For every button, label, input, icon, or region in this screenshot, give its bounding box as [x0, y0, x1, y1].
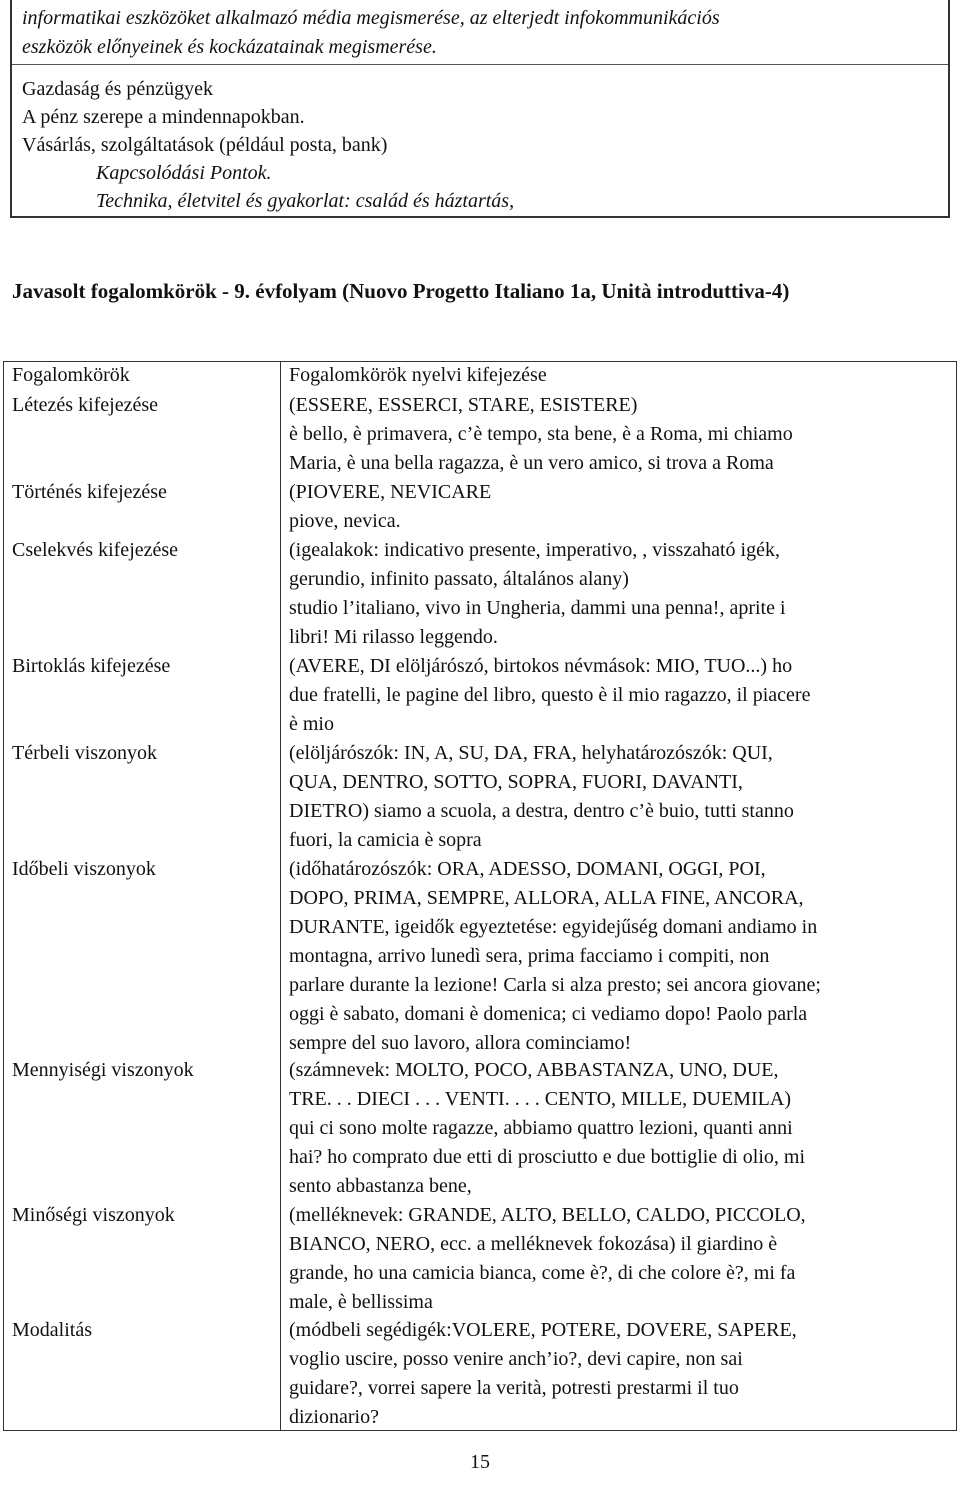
column-separator	[280, 362, 281, 1430]
row-content	[289, 652, 954, 739]
row-line: studio l’italiano, vivo in Ungheria, dammi una penna!, aprite i	[289, 597, 786, 619]
row-line: sempre del suo lavoro, allora cominciamo!	[289, 1032, 632, 1054]
row-line: hai? ho comprato due etti di prosciutto e due bottiglie di olio, mi	[289, 1146, 806, 1168]
row-label: Történés kifejezése	[12, 481, 167, 503]
connection-points-label: Kapcsolódási Pontok.	[96, 162, 272, 184]
row-line: voglio uscire, posso venire anch’io?, devi capire, non sai	[289, 1348, 743, 1370]
row-line: oggi è sabato, domani è domenica; ci vediamo dopo! Paolo parla	[289, 1003, 808, 1025]
row-line: grande, ho una camicia bianca, come è?, di che colore è?, mi fa	[289, 1262, 796, 1284]
row-line: (melléknevek: GRANDE, ALTO, BELLO, CALDO, PICCOLO,	[289, 1204, 806, 1226]
row-label: Minőségi viszonyok	[12, 1204, 175, 1226]
row-line: QUA, DENTRO, SOTTO, SOPRA, FUORI, DAVANTI,	[289, 771, 743, 793]
row-line: (ESSERE, ESSERCI, STARE, ESISTERE)	[289, 394, 638, 416]
row-content	[289, 1316, 954, 1432]
row-line: sento abbastanza bene,	[289, 1175, 472, 1197]
row-content	[289, 1201, 954, 1317]
row-line: libri! Mi rilasso leggendo.	[289, 626, 498, 648]
row-line: DOPO, PRIMA, SEMPRE, ALLORA, ALLA FINE, ANCORA,	[289, 887, 804, 909]
row-label: Időbeli viszonyok	[12, 858, 156, 880]
table-header-right: Fogalomkörök nyelvi kifejezése	[289, 364, 547, 386]
row-line: due fratelli, le pagine del libro, questo è il mio ragazzo, il piacere	[289, 684, 811, 706]
row-content	[289, 391, 954, 478]
row-line: DIETRO) siamo a scuola, a destra, dentro c’è buio, tutti stanno	[289, 800, 794, 822]
row-content	[289, 855, 954, 1058]
row-line: qui ci sono molte ragazze, abbiamo quattro lezioni, quanti anni	[289, 1117, 793, 1139]
italic-line-1: informatikai eszközöket alkalmazó média megismerése, az elterjedt infokommunikációs	[22, 7, 720, 29]
row-line: guidare?, vorrei sapere la verità, potresti prestarmi il tuo	[289, 1377, 739, 1399]
row-line: DURANTE, igeidők egyeztetése: egyidejűség domani andiamo in	[289, 916, 818, 938]
row-label: Létezés kifejezése	[12, 394, 159, 416]
row-line: (időhatározószók: ORA, ADESSO, DOMANI, OGGI, POI,	[289, 858, 766, 880]
row-line: TRE. . . DIECI . . . VENTI. . . . CENTO, MILLE, DUEMILA)	[289, 1088, 791, 1110]
row-content	[289, 739, 954, 855]
row-label: Mennyiségi viszonyok	[12, 1059, 194, 1081]
row-label: Térbeli viszonyok	[12, 742, 157, 764]
italic-line-2: eszközök előnyeinek és kockázatainak megismerése.	[22, 36, 437, 58]
row-line: (számnevek: MOLTO, POCO, ABBASTANZA, UNO, DUE,	[289, 1059, 779, 1081]
row-line: dizionario?	[289, 1406, 379, 1428]
row-line: fuori, la camicia è sopra	[289, 829, 482, 851]
row-line: (módbeli segédigék:VOLERE, POTERE, DOVERE, SAPERE,	[289, 1319, 797, 1341]
page-heading: Javasolt fogalomkörök - 9. évfolyam (Nuovo Progetto Italiano 1a, Unità introduttiva-4)	[12, 279, 790, 303]
row-line: male, è bellissima	[289, 1291, 433, 1313]
row-line: gerundio, infinito passato, általános alany)	[289, 568, 629, 590]
row-content	[289, 1056, 954, 1201]
table-header-left: Fogalomkörök	[12, 364, 130, 386]
row-line: (igealakok: indicativo presente, imperativo, , visszaható igék,	[289, 539, 780, 561]
row-line: montagna, arrivo lunedì sera, prima facciamo i compiti, non	[289, 945, 770, 967]
row-content	[289, 536, 954, 652]
row-label: Modalitás	[12, 1319, 92, 1341]
row-line: è bello, è primavera, c’è tempo, sta bene, è a Roma, mi chiamo	[289, 423, 793, 445]
row-line: (AVERE, DI elöljárószó, birtokos névmások: MIO, TUO...) ho	[289, 655, 793, 677]
connection-points-text: Technika, életvitel és gyakorlat: család és háztartás,	[96, 190, 515, 212]
box-divider	[12, 64, 948, 65]
row-line: BIANCO, NERO, ecc. a melléknevek fokozása) il giardino è	[289, 1233, 778, 1255]
row-line: (elöljárószók: IN, A, SU, DA, FRA, helyhatározószók: QUI,	[289, 742, 773, 764]
row-label: Birtoklás kifejezése	[12, 655, 171, 677]
row-label: Cselekvés kifejezése	[12, 539, 179, 561]
row-line: piove, nevica.	[289, 510, 401, 532]
row-content	[289, 478, 954, 536]
row-line: Maria, è una bella ragazza, è un vero amico, si trova a Roma	[289, 452, 774, 474]
row-line: è mio	[289, 713, 334, 735]
row-line: (PIOVERE, NEVICARE	[289, 481, 492, 503]
page-number: 15	[470, 1451, 490, 1473]
section-line-1: A pénz szerepe a mindennapokban.	[22, 106, 305, 128]
section-title: Gazdaság és pénzügyek	[22, 78, 214, 100]
section-line-2: Vásárlás, szolgáltatások (például posta, bank)	[22, 134, 388, 156]
row-line: parlare durante la lezione! Carla si alza presto; sei ancora giovane;	[289, 974, 821, 996]
